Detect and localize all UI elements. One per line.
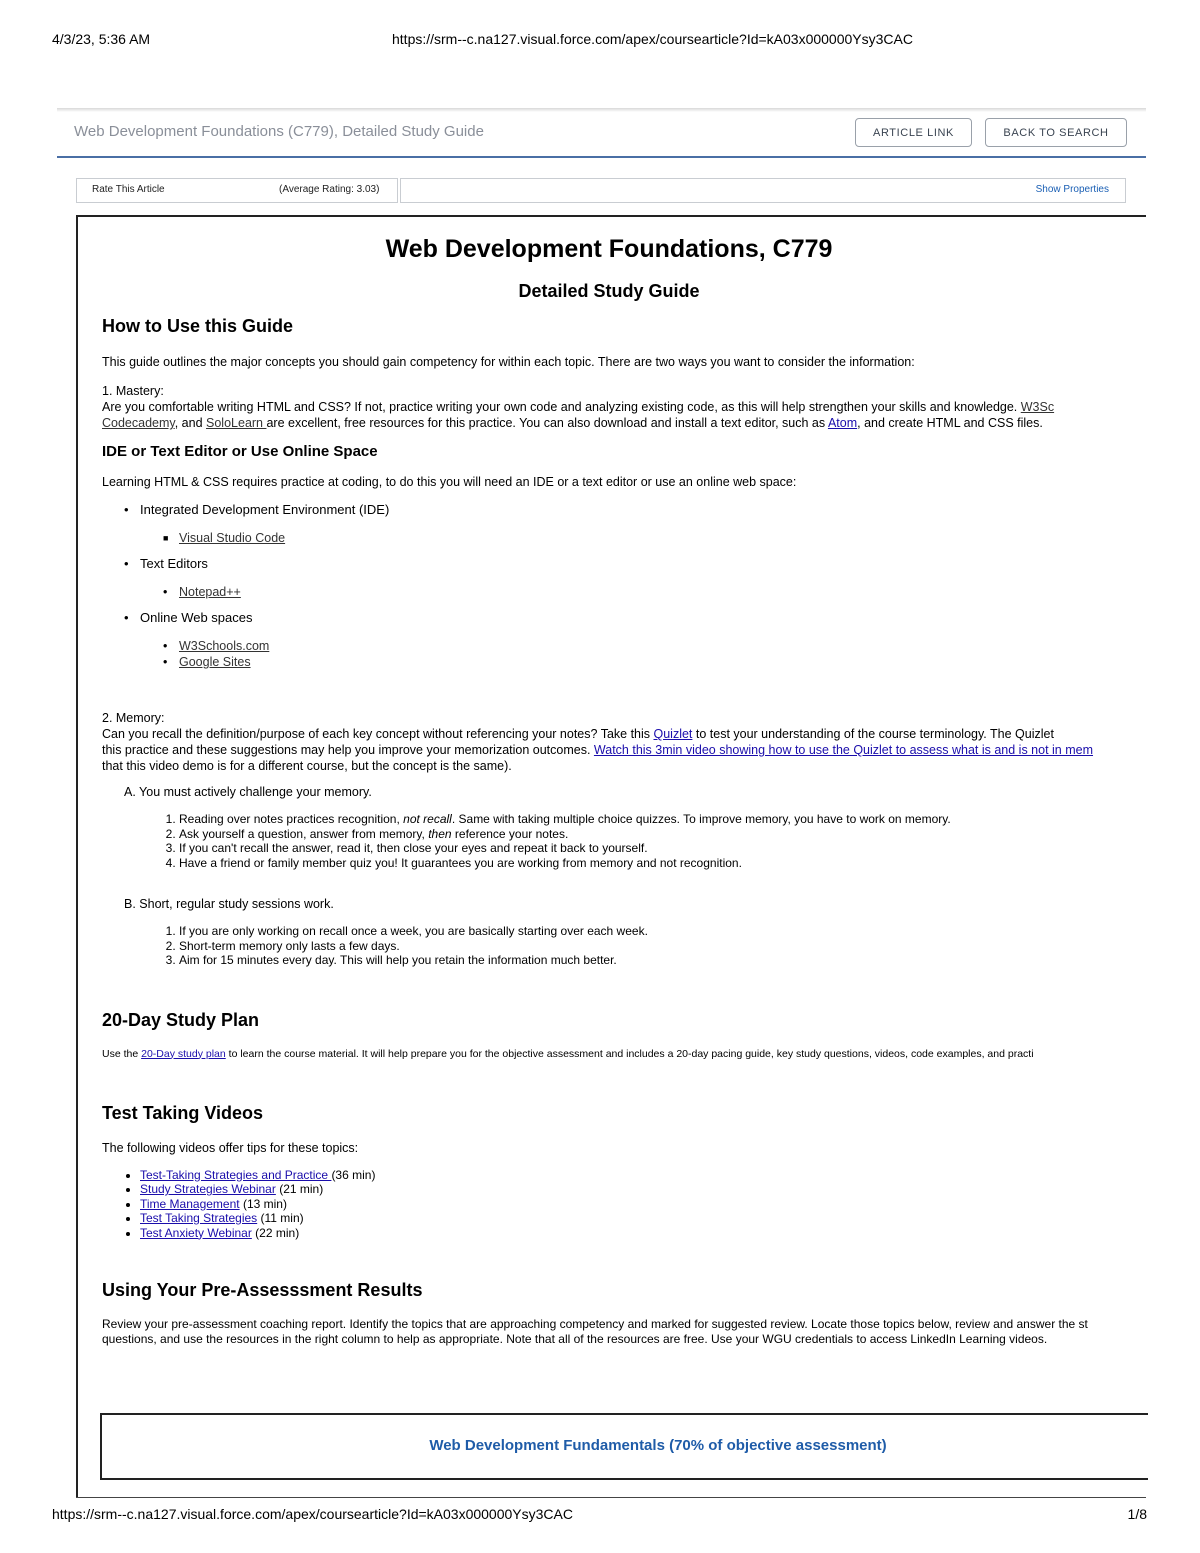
video-item bbox=[140, 1211, 1146, 1226]
test-videos-intro: The following videos offer tips for these topics: bbox=[102, 1140, 359, 1155]
memory-section-a: A. You must actively challenge your memory. bbox=[124, 785, 372, 799]
quizlet-video-link[interactable]: Watch this 3min video showing how to use the Quizlet to assess what is and is not in mem bbox=[593, 743, 1094, 757]
rate-article-label[interactable]: Rate This Article bbox=[92, 184, 165, 195]
item-text: Have a friend or family member quiz you! It guarantees you are working from memory and not recognition. bbox=[179, 855, 742, 870]
ide-heading: IDE or Text Editor or Use Online Space bbox=[102, 443, 378, 460]
header-divider bbox=[57, 156, 1146, 158]
memory-line2 bbox=[102, 742, 1146, 758]
item-text: Ask yourself a question, answer from memory, bbox=[179, 826, 429, 841]
study-plan-text bbox=[102, 1047, 1146, 1061]
list-item: 2. Short-term memory only lasts a few days. bbox=[179, 939, 1146, 954]
ide-group-label: Integrated Development Environment (IDE) bbox=[140, 502, 390, 517]
item-emphasis: not recall bbox=[403, 812, 452, 826]
ide-group bbox=[102, 556, 1146, 574]
ide-group-label: Online Web spaces bbox=[140, 610, 253, 625]
codecademy-link[interactable]: Codecademy bbox=[102, 416, 175, 430]
average-rating: (Average Rating: 3.03) bbox=[279, 184, 380, 195]
article-frame-top bbox=[76, 215, 1146, 217]
bullet: • bbox=[124, 610, 129, 625]
item-text: . Same with taking multiple choice quizzes. To improve memory, you have to work on memory. bbox=[451, 812, 951, 826]
show-properties-link[interactable]: Show Properties bbox=[1035, 184, 1109, 195]
google-sites-link[interactable]: Google Sites bbox=[179, 655, 251, 669]
print-url: https://srm--c.na127.visual.force.com/apex/coursearticle?Id=kA03x000000Ysy3CAC bbox=[392, 31, 913, 47]
video-link[interactable]: Time Management bbox=[140, 1196, 240, 1211]
article-frame-bottom bbox=[76, 1497, 1146, 1498]
properties-box bbox=[400, 178, 1126, 203]
memory-text: Can you recall the definition/purpose of each key concept without referencing your notes? Take this bbox=[102, 727, 654, 741]
ide-group bbox=[102, 502, 1146, 520]
mastery-text: Are you comfortable writing HTML and CSS? If not, practice writing your own code and analyzing existing code, as this will help strengthen your skills and knowledge. bbox=[102, 400, 1021, 414]
pre-assessment-line2: questions, and use the resources in the right column to help as appropriate. Note that all of the resources are free. Use your WGU credentials to access LinkedIn Learning videos. bbox=[102, 1332, 1048, 1346]
video-link[interactable]: Study Strategies Webinar bbox=[140, 1182, 276, 1196]
bullet: • bbox=[124, 556, 129, 571]
ide-link-item bbox=[102, 530, 1146, 546]
bullet: • bbox=[163, 639, 168, 653]
memory-text: this practice and these suggestions may help you improve your memorization outcomes. bbox=[102, 743, 594, 757]
footer-url: https://srm--c.na127.visual.force.com/apex/coursearticle?Id=kA03x000000Ysy3CAC bbox=[52, 1506, 573, 1522]
list-item: 1. If you are only working on recall once a week, you are basically starting over each week. bbox=[179, 924, 1146, 939]
item-emphasis: then bbox=[428, 826, 452, 841]
bullet: • bbox=[163, 585, 168, 599]
bullet: • bbox=[163, 655, 168, 669]
ide-intro: Learning HTML & CSS requires practice at coding, to do this you will need an IDE or a text editor or use an online web space: bbox=[102, 475, 797, 489]
w3schools-com-link[interactable]: W3Schools.com bbox=[179, 639, 270, 653]
video-duration: (22 min) bbox=[251, 1225, 300, 1240]
mastery-label: 1. Mastery: bbox=[102, 384, 164, 398]
article-subtitle: Detailed Study Guide bbox=[518, 281, 700, 301]
square-bullet: ■ bbox=[163, 533, 169, 543]
bullet: • bbox=[124, 502, 129, 517]
pre-assessment-line1: Review your pre-assessment coaching report. Identify the topics that are approaching competency and marked for suggested review. Locate those topics below, review and answer the st bbox=[102, 1317, 1088, 1331]
video-duration: (13 min) bbox=[239, 1196, 287, 1211]
sololearn-link[interactable]: SoloLearn bbox=[206, 416, 267, 430]
atom-link[interactable]: Atom bbox=[827, 416, 858, 430]
mastery-mid2: are excellent, free resources for this practice. You can also download and install a text editor, such as bbox=[266, 416, 828, 430]
article-header-title: Web Development Foundations (C779), Detailed Study Guide bbox=[74, 123, 484, 140]
article-frame-left bbox=[76, 215, 78, 1498]
video-link[interactable]: Test Taking Strategies bbox=[140, 1211, 258, 1225]
quizlet-link[interactable]: Quizlet bbox=[653, 727, 693, 741]
test-videos-heading: Test Taking Videos bbox=[102, 1102, 264, 1123]
memory-label: 2. Memory: bbox=[102, 711, 165, 725]
article-body bbox=[102, 232, 1146, 1347]
list-item bbox=[179, 827, 1146, 842]
video-link[interactable]: Test-Taking Strategies and Practice bbox=[140, 1167, 332, 1182]
memory-text: to test your understanding of the course terminology. The Quizlet bbox=[692, 727, 1054, 741]
ide-group-label: Text Editors bbox=[140, 556, 208, 571]
header-shadow bbox=[57, 108, 1146, 112]
study-plan-post: to learn the course material. It will help prepare you for the objective assessment and includes a 20-day pacing guide, key study questions, videos, code examples, and practi bbox=[225, 1047, 1034, 1060]
ide-group bbox=[102, 610, 1146, 628]
page-number: 1/8 bbox=[1127, 1506, 1147, 1522]
how-to-heading: How to Use this Guide bbox=[102, 316, 294, 336]
video-item bbox=[140, 1197, 1146, 1212]
memory-a-list bbox=[102, 812, 1146, 870]
list-item bbox=[179, 856, 1146, 871]
item-text: reference your notes. bbox=[451, 826, 569, 841]
print-date: 4/3/23, 5:36 AM bbox=[52, 31, 151, 47]
video-item bbox=[140, 1182, 1146, 1197]
visual-studio-code-link[interactable]: Visual Studio Code bbox=[179, 531, 286, 545]
list-item: 3. Aim for 15 minutes every day. This will help you retain the information much better. bbox=[179, 953, 1146, 968]
list-item bbox=[179, 812, 1146, 827]
video-link[interactable]: Test Anxiety Webinar bbox=[140, 1225, 252, 1240]
memory-line3: that this video demo is for a different course, but the concept is the same). bbox=[102, 759, 512, 773]
study-plan-heading: 20-Day Study Plan bbox=[102, 1009, 260, 1030]
how-to-intro: This guide outlines the major concepts you should gain competency for within each topic. There are two ways you want to consider the information: bbox=[102, 355, 915, 369]
back-to-search-button[interactable]: BACK TO SEARCH bbox=[985, 118, 1127, 147]
video-duration: (11 min) bbox=[257, 1211, 304, 1225]
study-plan-link[interactable]: 20-Day study plan bbox=[141, 1047, 226, 1060]
mastery-end: , and create HTML and CSS files. bbox=[857, 416, 1043, 430]
w3schools-link[interactable]: W3Sc bbox=[1020, 400, 1055, 414]
pre-assessment-heading: Using Your Pre-Assesssment Results bbox=[102, 1280, 423, 1300]
video-duration: (36 min) bbox=[331, 1167, 376, 1182]
mastery-line2 bbox=[102, 415, 1146, 431]
ide-link-item bbox=[102, 638, 1146, 654]
article-link-button[interactable]: ARTICLE LINK bbox=[855, 118, 972, 147]
memory-line1 bbox=[102, 726, 1146, 742]
memory-b-list bbox=[102, 924, 1146, 968]
notepad-plus-plus-link[interactable]: Notepad++ bbox=[179, 585, 241, 599]
item-text: Reading over notes practices recognition, bbox=[179, 812, 404, 826]
ide-link-item bbox=[102, 584, 1146, 600]
memory-section-b: B. Short, regular study sessions work. bbox=[124, 897, 334, 911]
video-item bbox=[140, 1226, 1146, 1241]
mastery-line1 bbox=[102, 399, 1146, 415]
video-duration: (21 min) bbox=[275, 1182, 324, 1196]
ide-list bbox=[102, 502, 1146, 670]
test-videos-list bbox=[102, 1168, 1146, 1241]
fundamentals-box-title: Web Development Fundamentals (70% of objective assessment) bbox=[429, 1437, 887, 1454]
list-item bbox=[179, 841, 1146, 856]
ide-link-item bbox=[102, 654, 1146, 670]
mastery-mid1: , and bbox=[174, 416, 207, 430]
item-text: If you can't recall the answer, read it, then close your eyes and repeat it back to yourself. bbox=[179, 841, 648, 855]
video-item bbox=[140, 1168, 1146, 1183]
article-title: Web Development Foundations, C779 bbox=[385, 235, 833, 263]
study-plan-pre: Use the bbox=[102, 1047, 142, 1060]
